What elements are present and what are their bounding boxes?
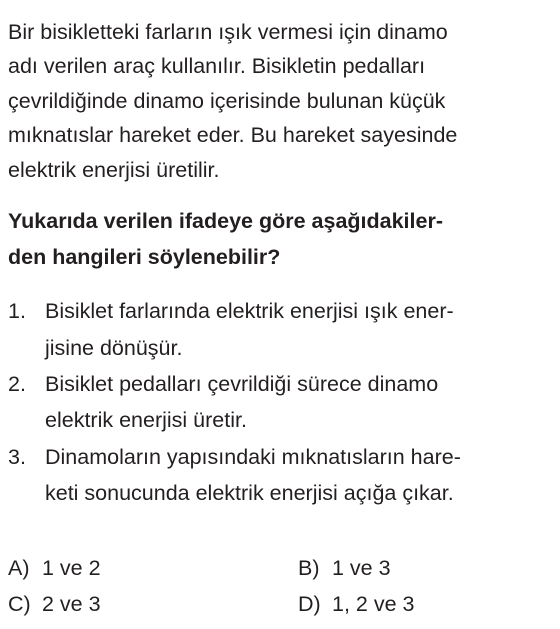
option-c-letter: C) — [8, 592, 31, 616]
statement-3-line-2: keti sonucunda elektrik enerjisi açığa çıkar. — [45, 481, 454, 505]
statement-2-line-2: elektrik enerjisi üretir. — [45, 408, 247, 432]
option-d-text: 1, 2 ve 3 — [332, 592, 415, 616]
passage-line-1: Bir bisikletteki farların ışık vermesi için dinamo — [8, 20, 448, 44]
question-line-2: den hangileri söylenebilir? — [8, 245, 281, 269]
option-b-text: 1 ve 3 — [332, 556, 391, 580]
statement-1-line-1: Bisiklet farlarında elektrik enerjisi ışık ener- — [45, 299, 454, 323]
passage-line-2: adı verilen araç kullanılır. Bisikletin pedalları — [8, 54, 426, 78]
passage-line-4: mıknatıslar hareket eder. Bu hareket sayesinde — [8, 123, 458, 147]
option-a[interactable] — [8, 553, 101, 583]
question-line-1: Yukarıda verilen ifadeye göre aşağıdakiler- — [8, 209, 443, 233]
passage-line-3: çevrildiğinde dinamo içerisinde bulunan küçük — [8, 89, 446, 113]
option-d-letter: D) — [298, 592, 321, 616]
option-a-text: 1 ve 2 — [42, 556, 101, 580]
passage-line-5: elektrik enerjisi üretilir. — [8, 158, 220, 182]
option-c-text: 2 ve 3 — [42, 592, 101, 616]
option-a-letter: A) — [8, 556, 30, 580]
statement-2-line-1: Bisiklet pedalları çevrildiği sürece dinamo — [45, 372, 439, 396]
statement-3-line-1: Dinamoların yapısındaki mıknatısların hare- — [45, 445, 461, 469]
option-b[interactable] — [298, 553, 391, 583]
statement-1-number: 1. — [8, 299, 26, 323]
option-c[interactable] — [8, 589, 101, 619]
statement-1-line-2: jisine dönüşür. — [45, 336, 183, 360]
option-d[interactable] — [298, 589, 414, 619]
option-b-letter: B) — [298, 556, 320, 580]
statement-2-number: 2. — [8, 372, 26, 396]
statement-3-number: 3. — [8, 445, 26, 469]
